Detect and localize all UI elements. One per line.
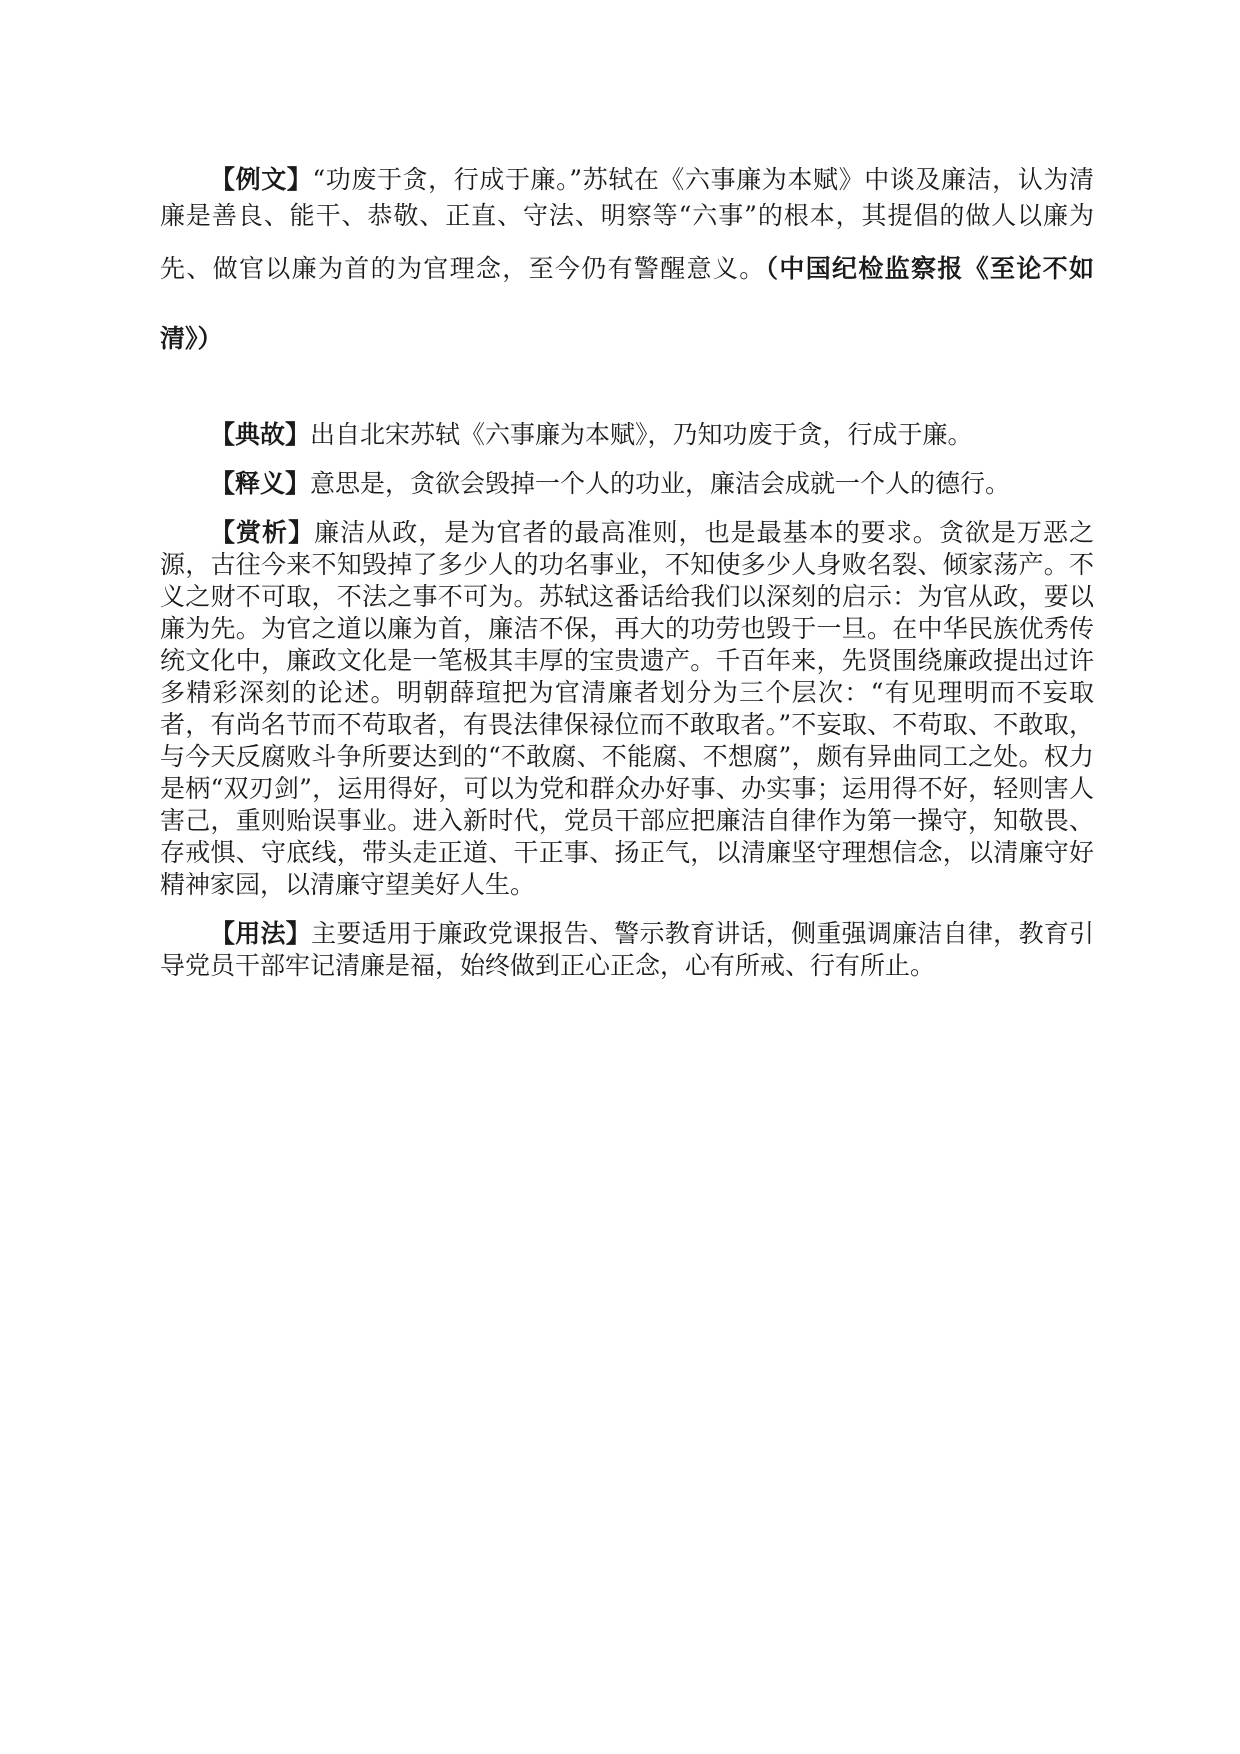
example-paragraph	[160, 162, 1094, 374]
usage-paragraph	[160, 918, 1094, 982]
example-text: “功废于贪，行成于廉。”苏轼在《六事廉为本赋》中谈及廉洁，认为清廉是善良、能干、恭敬、正直、守法、明察等“六事”的根本，其提倡的做人以廉为先、做官以廉为首的为官理念，至今仍有警醒意义。	[160, 165, 1094, 283]
meaning-text: 意思是，贪欲会毁掉一个人的功业，廉洁会成就一个人的德行。	[310, 469, 1011, 498]
analysis-tag: 【赏析】	[210, 518, 315, 547]
example-tag: 【例文】	[210, 165, 313, 194]
usage-text: 主要适用于廉政党课报告、警示教育讲话，侧重强调廉洁自律，教育引导党员干部牢记清廉是福，始终做到正心正念，心有所戒、行有所止。	[160, 919, 1094, 980]
analysis-text: 廉洁从政，是为官者的最高准则，也是最基本的要求。贪欲是万恶之源，古往今来不知毁掉了多少人的功名事业，不知使多少人身败名裂、倾家荡产。不义之财不可取，不法之事不可为。苏轼这番话给我们以深刻的启示：为官从政，要以廉为先。为官之道以廉为首，廉洁不保，再大的功劳也毁于一旦。在中华民族优秀传统文化中，廉政文化是一笔极其丰厚的宝贵遗产。千百年来，先贤围绕廉政提出过许多精彩深刻的论述。明朝薛瑄把为官清廉者划分为三个层次：“有见理明而不妄取者，有尚名节而不苟取者，有畏法律保禄位而不敢取者。”不妄取、不苟取、不敢取，与今天反腐败斗争所要达到的“不敢腐、不能腐、不想腐”，颇有异曲同工之处。权力是柄“双刃剑”，运用得好，可以为党和群众办好事、办实事；运用得不好，轻则害人害己，重则贻误事业。进入新时代，党员干部应把廉洁自律作为第一操守，知敬畏、存戒惧、守底线，带头走正道、干正事、扬正气，以清廉坚守理想信念，以清廉守好精神家园，以清廉守望美好人生。	[160, 518, 1094, 899]
usage-tag: 【用法】	[210, 919, 312, 948]
meaning-paragraph	[160, 468, 1094, 500]
allusion-tag: 【典故】	[210, 420, 311, 449]
analysis-paragraph	[160, 517, 1094, 901]
meaning-tag: 【释义】	[210, 469, 311, 498]
paragraph-spacer	[160, 391, 1094, 419]
allusion-text: 出自北宋苏轼《六事廉为本赋》，乃知功废于贪，行成于廉。	[310, 420, 973, 449]
document-page	[160, 162, 1094, 999]
allusion-paragraph	[160, 419, 1094, 451]
example-source: （中国纪检监察报《至论不如清》）	[160, 254, 1094, 353]
